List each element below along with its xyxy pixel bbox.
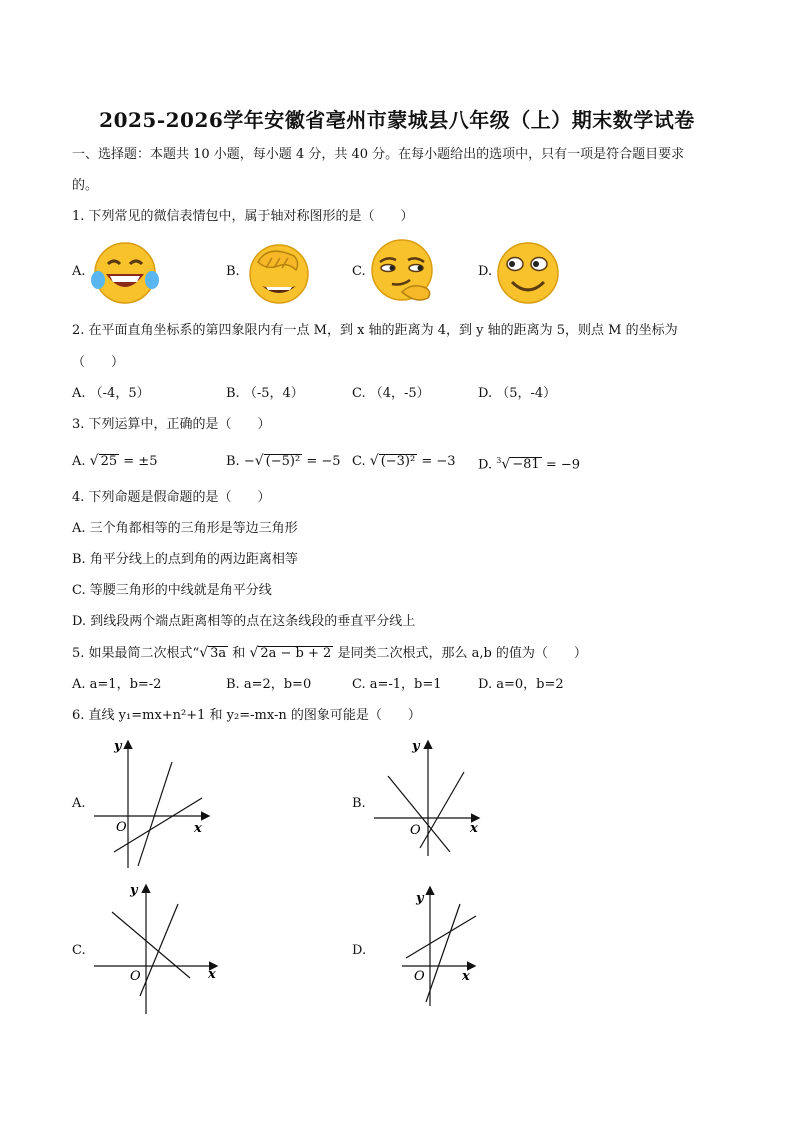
q6-graph-a [90, 736, 220, 872]
q3-option-a-label: A. [72, 454, 86, 469]
q2-option-d: D. （5，-4） [478, 386, 557, 401]
origin-label: O [414, 969, 425, 984]
q5-option-a: A. a=1，b=-2 [72, 677, 162, 692]
y-axis-label: y [130, 883, 138, 898]
q2-option-a: A. （-4，5） [72, 386, 150, 401]
q4-option-a: A. 三个角都相等的三角形是等边三角形 [72, 521, 298, 536]
q3-option-b: B. −√ (−5)² = −5 [226, 453, 341, 469]
q6-option-a-label: A. [72, 796, 86, 811]
q3-option-d-radicand: −81 [512, 457, 540, 473]
q3-option-b-prefix: − [243, 454, 255, 469]
q3-option-a-radicand: 25 [100, 454, 118, 469]
line-y2 [426, 904, 460, 1002]
q6-option-c-label: C. [72, 943, 86, 958]
q6-option-b-label: B. [352, 796, 366, 811]
line-y1 [138, 762, 172, 866]
y-axis-label: y [412, 739, 420, 754]
q5-option-b: B. a=2，b=0 [226, 677, 312, 692]
q3-option-c-radicand: (−3)² [380, 454, 416, 469]
x-axis-label: x [462, 969, 470, 984]
q3-option-c: C. √ (−3)² = −3 [352, 453, 456, 469]
q5-stem-suffix: 是同类二次根式，那么 a,b 的值为（ ） [337, 646, 587, 661]
q3-option-c-rhs: = −3 [417, 454, 456, 469]
section-heading-line2: 的。 [72, 178, 99, 193]
thinking-smirk-emoji-icon [368, 236, 442, 306]
line-y1 [406, 916, 476, 958]
q3-option-b-rhs: = −5 [302, 454, 341, 469]
q6-stem: 6. 直线 y₁=mx+n²+1 和 y₂=-mx-n 的图象可能是（ ） [72, 708, 421, 723]
side-eye-emoji-icon [494, 238, 564, 306]
q3-option-a: A. √ 25 = ±5 [72, 453, 158, 469]
x-axis-label: x [470, 821, 478, 836]
x-axis-label: x [208, 967, 216, 982]
q6-graph-d [398, 880, 484, 1010]
q1-option-d-label: D. [478, 264, 493, 279]
q5-root2: 2a − b + 2 [260, 646, 332, 661]
x-axis-label: x [194, 821, 202, 836]
tears-of-joy-emoji-icon [90, 240, 160, 306]
q3-stem: 3. 下列运算中，正确的是（ ） [72, 417, 271, 432]
q5-stem: 5. 如果最简二次根式“√ 3a 和 √ 2a − b + 2 是同类二次根式，那么 a,b 的值为（ ） [72, 645, 587, 661]
q5-stem-prefix: 5. 如果最简二次根式“ [72, 646, 200, 661]
q5-middle: 和 [232, 646, 246, 661]
q6-option-d-label: D. [352, 943, 367, 958]
q2-stem-line1: 2. 在平面直角坐标系的第四象限内有一点 M，到 x 轴的距离为 4，到 y 轴的距离为 5，则点 M 的坐标为 [72, 323, 678, 338]
q3-option-d-index: 3 [496, 456, 502, 465]
q2-option-c: C. （4，-5） [352, 386, 430, 401]
origin-label: O [130, 969, 141, 984]
q1-option-c-label: C. [352, 264, 366, 279]
q1-option-a-label: A. [72, 264, 86, 279]
facepalm-emoji-icon [244, 238, 314, 306]
q3-option-a-rhs: = ±5 [119, 454, 158, 469]
q4-stem: 4. 下列命题是假命题的是（ ） [72, 490, 271, 505]
q5-option-d: D. a=0，b=2 [478, 677, 564, 692]
q1-option-b-label: B. [226, 264, 240, 279]
q2-stem-line2: （ ） [72, 355, 125, 370]
q4-option-c: C. 等腰三角形的中线就是角平分线 [72, 583, 272, 598]
section-heading-line1: 一、选择题：本题共 10 小题，每小题 4 分，共 40 分。在每小题给出的选项中，只有一项是符合题目要求 [72, 147, 685, 162]
q2-option-b: B. （-5，4） [226, 386, 304, 401]
q3-option-c-label: C. [352, 454, 366, 469]
page-title: 2025-2026学年安徽省亳州市蒙城县八年级（上）期末数学试卷 [99, 108, 695, 132]
q6-graph-c [90, 880, 222, 1016]
q3-option-b-label: B. [226, 454, 240, 469]
q1-stem: 1. 下列常见的微信表情包中，属于轴对称图形的是（ ） [72, 209, 414, 224]
q4-option-b: B. 角平分线上的点到角的两边距离相等 [72, 552, 298, 567]
q5-option-c: C. a=-1，b=1 [352, 677, 442, 692]
origin-label: O [410, 823, 421, 838]
line-y1 [388, 776, 450, 852]
q5-root1: 3a [210, 646, 227, 661]
origin-label: O [116, 820, 127, 835]
q4-option-d: D. 到线段两个端点距离相等的点在这条线段的垂直平分线上 [72, 614, 416, 629]
q3-option-d: D. $^3$√ −81 = −9 [478, 456, 581, 473]
q3-option-d-label: D. [478, 457, 493, 473]
line-y2 [420, 772, 464, 848]
q6-graph-b [370, 736, 490, 858]
y-axis-label: y [114, 739, 122, 754]
q3-option-d-rhs: = −9 [541, 457, 581, 473]
q3-option-b-radicand: (−5)² [265, 454, 301, 469]
y-axis-label: y [416, 891, 424, 906]
